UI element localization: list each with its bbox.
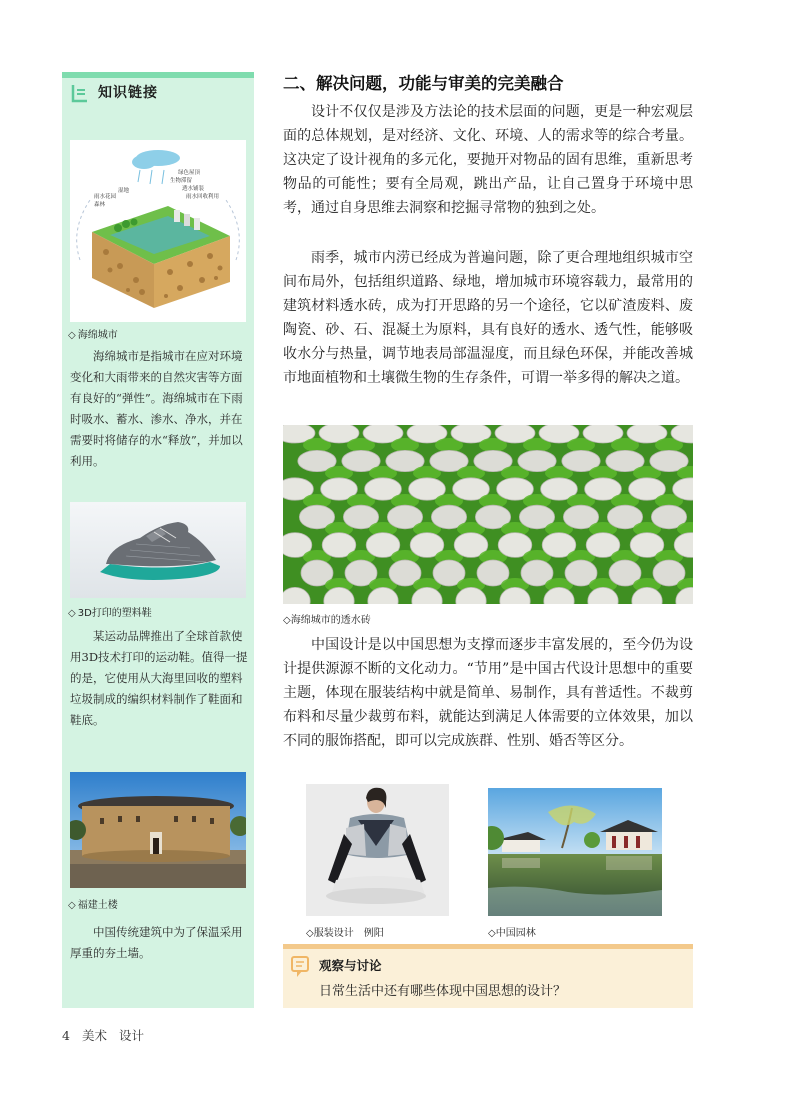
permeable-brick-caption: ◇海绵城市的透水砖	[283, 615, 371, 626]
chinese-garden-caption: ◇中国园林	[488, 928, 536, 939]
footer-subject: 美术	[81, 1028, 107, 1043]
sponge-city-caption: ◇ 海绵城市	[68, 330, 118, 341]
knowledge-link-icon	[70, 82, 92, 104]
fashion-design-caption: ◇服装设计 例阳	[306, 928, 384, 939]
caption-diamond-icon: ◇	[306, 928, 314, 939]
diagram-label: 森林	[94, 202, 106, 208]
sponge-city-text: 海绵城市是指城市在应对环境变化和大雨带来的自然灾害等方面有良好的“弹性”。海绵城市在下雨时吸水、蓄水、渗水、净水，并在需要时将储存的水“释放”，并加以利用。	[70, 349, 243, 468]
sidebar-title: 知识链接	[98, 85, 158, 101]
observation-discussion-box	[283, 944, 693, 1008]
diagram-label: 雨水回收利用	[186, 194, 220, 200]
diagram-label: 湿地	[118, 188, 130, 194]
caption-diamond-icon: ◇	[68, 330, 76, 341]
caption-diamond-icon: ◇	[68, 608, 76, 619]
diagram-label: 雨水花园	[94, 194, 117, 200]
caption-diamond-icon: ◇	[283, 615, 291, 626]
chinese-garden-photo	[488, 788, 662, 916]
diagram-label: 绿色屋顶	[178, 170, 201, 176]
diagram-label: 透水铺装	[182, 186, 205, 192]
3d-shoe-text: 某运动品牌推出了全球首款使用3D技术打印的运动鞋。值得一提的是，它使用从大海里回收的塑料垃圾制成的编织材料制作了鞋面和鞋底。	[70, 629, 248, 727]
fujian-tulou-photo	[70, 772, 246, 888]
fujian-tulou-caption: ◇ 福建土楼	[68, 900, 118, 911]
3d-printed-shoe-photo	[70, 502, 246, 598]
permeable-brick-photo	[283, 425, 693, 604]
paragraph-design-overview: 设计不仅仅是涉及方法论的技术层面的问题，更是一种宏观层面的总体规划，是对经济、文化、环境、人的需求等的综合考量。这决定了设计视角的多元化，要抛开对物品的固有思维，重新思考物品的可能性；要有全局观，跳出产品，让自己置身于环境中思考，通过自身思维去洞察和挖掘寻常物的独到之处。	[283, 104, 693, 216]
3d-shoe-caption: ◇ 3D打印的塑料鞋	[68, 608, 152, 619]
discussion-top-bar	[283, 944, 693, 949]
fujian-tulou-text: 中国传统建筑中为了保温采用厚重的夯土墙。	[70, 925, 243, 960]
caption-diamond-icon: ◇	[488, 928, 496, 939]
sponge-city-diagram	[70, 140, 246, 322]
discussion-question: 日常生活中还有哪些体现中国思想的设计？	[319, 984, 567, 999]
section-heading: 二、解决问题，功能与审美的完美融合	[283, 74, 564, 93]
discussion-icon	[289, 954, 311, 980]
page-footer	[62, 1026, 152, 1044]
page-number: 4	[62, 1028, 70, 1043]
knowledge-link-sidebar	[62, 72, 254, 1008]
sidebar-top-bar	[62, 72, 254, 78]
discussion-title: 观察与讨论	[319, 958, 382, 973]
footer-book: 设计	[118, 1028, 144, 1043]
diagram-label: 生物滞留	[170, 178, 193, 184]
paragraph-permeable-brick: 雨季，城市内涝已经成为普遍问题，除了更合理地组织城市空间布局外，包括组织道路、绿地，增加城市环境容载力，最常用的建筑材料透水砖，成为打开思路的另一个途径，它以矿渣废料、废陶瓷、砂、石、混凝土为原料，具有良好的透水、透气性，能够吸收水分与热量，调节地表局部温湿度，而且绿色环保，并能改善城市地面植物和土壤微生物的生存条件，可谓一举多得的解决之道。	[283, 250, 693, 386]
fashion-design-photo	[306, 784, 449, 916]
paragraph-chinese-design: 中国设计是以中国思想为支撑而逐步丰富发展的，至今仍为设计提供源源不断的文化动力。“节用”是中国古代设计思想中的重要主题，体现在服装结构中就是简单、易制作，具有普适性。不裁剪布料和尽量少裁剪布料，就能达到满足人体需要的立体效果，加以不同的服饰搭配，即可以完成族群、性别、婚否等区分。	[283, 637, 693, 749]
caption-diamond-icon: ◇	[68, 900, 76, 911]
